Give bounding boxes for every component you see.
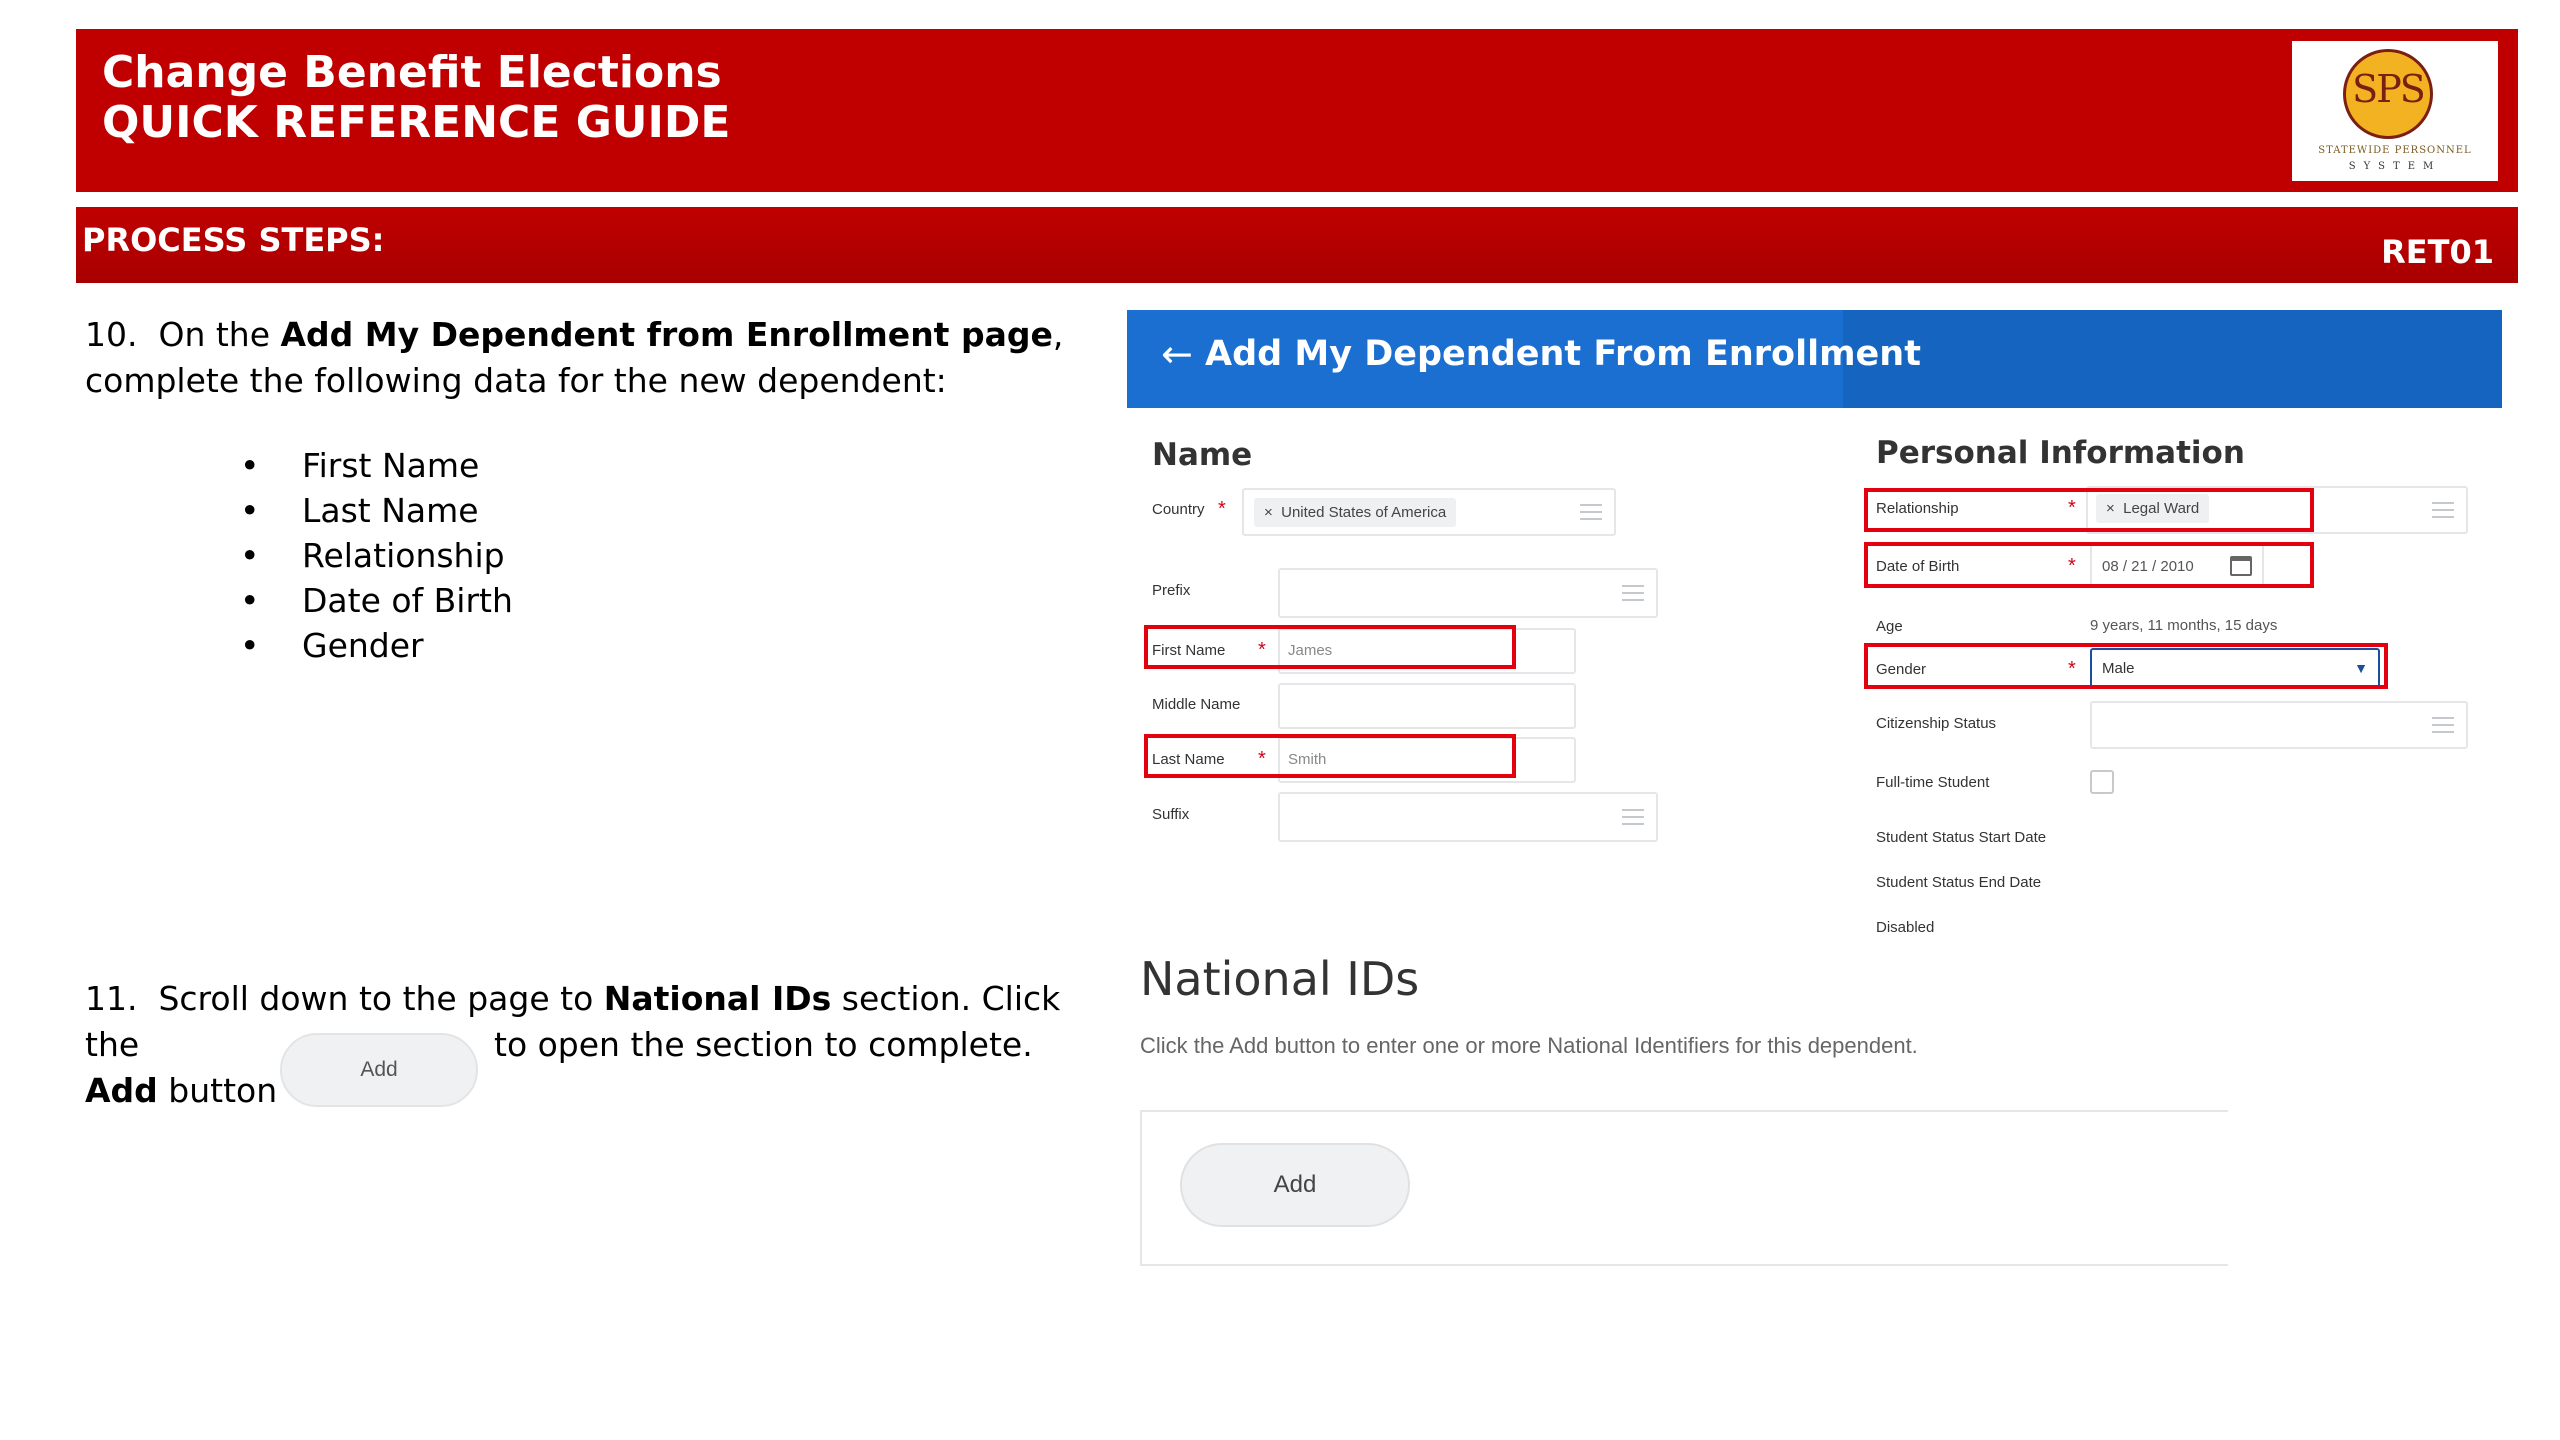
step-11-post-a: button (157, 1071, 278, 1110)
first-name-value: James (1288, 642, 1333, 659)
middle-name-field[interactable] (1278, 683, 1576, 729)
step-11-bold2: Add (85, 1071, 158, 1110)
list-icon[interactable] (1622, 809, 1644, 825)
bullet-item: • Relationship (240, 533, 513, 578)
required-marker: * (1258, 639, 1266, 661)
step-11-bold1: National IDs (603, 979, 832, 1018)
fulltime-student-checkbox[interactable] (2090, 770, 2114, 794)
disabled-label: Disabled (1876, 919, 1935, 936)
first-name-label: First Name (1152, 642, 1226, 659)
list-icon[interactable] (2432, 502, 2454, 518)
logo-text-line1: STATEWIDE PERSONNEL (2318, 145, 2472, 156)
close-icon[interactable]: × (2106, 500, 2124, 517)
dob-value: 08 / 21 / 2010 (2102, 558, 2194, 575)
required-marker: * (2068, 555, 2076, 577)
workday-title-bar (1127, 310, 2502, 408)
step-10-number: 10. (85, 315, 138, 354)
required-marker: * (1218, 498, 1226, 520)
process-steps-label: PROCESS STEPS: (82, 221, 385, 259)
step-10-pre: On the (158, 315, 281, 354)
country-field[interactable] (1242, 488, 1616, 536)
list-icon[interactable] (1622, 585, 1644, 601)
step-11-number: 11. (85, 979, 138, 1018)
header-banner (76, 29, 2518, 192)
document-code: RET01 (2381, 233, 2494, 271)
guide-subtitle: QUICK REFERENCE GUIDE (102, 97, 731, 148)
logo-text-line2: SYSTEM (2348, 161, 2442, 172)
age-label: Age (1876, 618, 1903, 635)
step-10-post: , complete the following data for the new dependent: (85, 315, 1064, 400)
list-icon[interactable] (2432, 717, 2454, 733)
fulltime-student-label: Full-time Student (1876, 774, 1990, 791)
student-end-label: Student Status End Date (1876, 874, 2042, 891)
citizenship-field[interactable] (2090, 701, 2468, 749)
close-icon[interactable]: × (1264, 504, 1282, 521)
sps-logo (2292, 41, 2498, 181)
national-ids-description: Click the Add button to enter one or more National Identifiers for this dependent. (1140, 1033, 1918, 1058)
bullet-item: • Last Name (240, 488, 513, 533)
gender-label: Gender (1876, 661, 1927, 678)
step-11-mid: section. Click the (85, 979, 1061, 1064)
personal-info-heading: Personal Information (1876, 435, 2245, 471)
student-start-label: Student Status Start Date (1876, 829, 2047, 846)
required-marker: * (1258, 748, 1266, 770)
highlight-relationship (1864, 488, 2314, 532)
logo-seal (2343, 49, 2433, 139)
dob-label: Date of Birth (1876, 558, 1960, 575)
national-ids-add-button[interactable]: Add (1180, 1143, 1410, 1227)
step-10-text (85, 312, 1075, 404)
suffix-label: Suffix (1152, 806, 1190, 823)
prefix-label: Prefix (1152, 582, 1191, 599)
step-10-bold: Add My Dependent from Enrollment page (280, 315, 1053, 354)
highlight-last-name (1144, 734, 1516, 778)
step-11-pre: Scroll down to the page to (158, 979, 604, 1018)
workday-page-title: Add My Dependent From Enrollment (1205, 334, 1921, 374)
relationship-label: Relationship (1876, 500, 1959, 517)
logo-mark: SPS (2352, 67, 2424, 111)
prefix-field[interactable] (1278, 568, 1658, 618)
guide-title: Change Benefit Elections (102, 47, 722, 98)
suffix-field[interactable] (1278, 792, 1658, 842)
country-value: United States of America (1281, 504, 1447, 521)
step-10-bullet-list (240, 443, 513, 668)
list-icon[interactable] (1580, 504, 1602, 520)
gender-value: Male (2102, 660, 2135, 677)
inline-add-button-image: Add (280, 1033, 478, 1107)
arrow-left-icon[interactable]: ← (1161, 332, 1193, 376)
highlight-dob (1864, 542, 2314, 588)
step-11-post-b: to open the section to complete. (494, 1025, 1033, 1064)
bullet-item: • Date of Birth (240, 578, 513, 623)
required-marker: * (2068, 658, 2076, 680)
process-steps-bar (76, 207, 2518, 283)
chevron-down-icon[interactable]: ▼ (2354, 660, 2368, 676)
last-name-value: Smith (1288, 751, 1327, 768)
bullet-item: • Gender (240, 623, 513, 668)
last-name-label: Last Name (1152, 751, 1225, 768)
highlight-gender (1864, 643, 2388, 689)
country-chip[interactable] (1254, 498, 1456, 527)
required-marker: * (2068, 497, 2076, 519)
bullet-item: • First Name (240, 443, 513, 488)
age-value: 9 years, 11 months, 15 days (2090, 617, 2278, 634)
country-label: Country (1152, 501, 1205, 518)
national-ids-heading: National IDs (1140, 952, 1420, 1006)
name-section-heading: Name (1152, 437, 1253, 473)
highlight-first-name (1144, 625, 1516, 669)
middle-name-label: Middle Name (1152, 696, 1241, 713)
relationship-value: Legal Ward (2123, 500, 2200, 517)
citizenship-label: Citizenship Status (1876, 715, 1997, 732)
